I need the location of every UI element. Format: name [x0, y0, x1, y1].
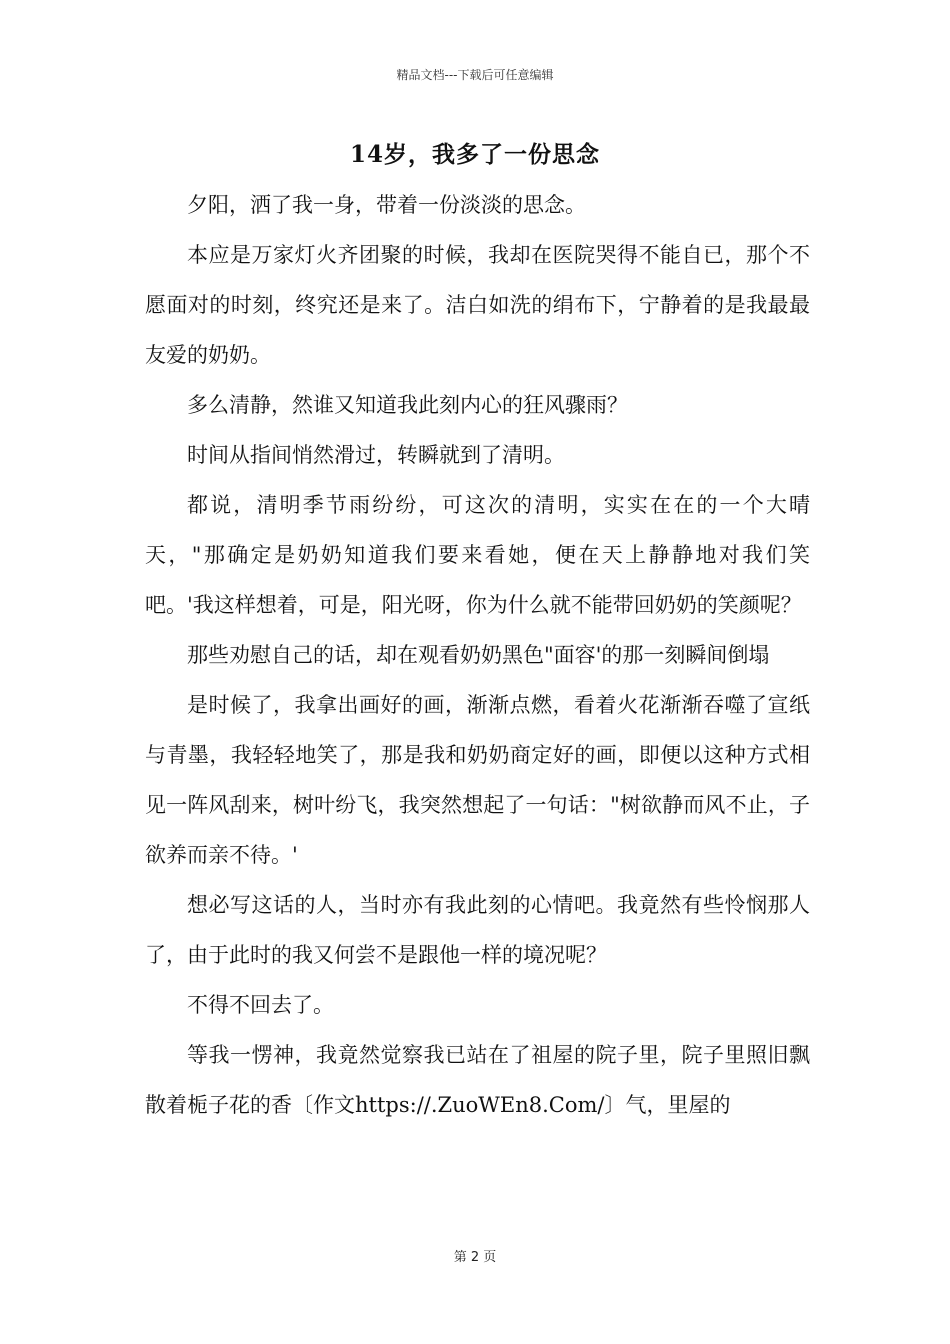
paragraph: 时间从指间悄然滑过，转瞬就到了清明。: [187, 443, 565, 467]
paragraph: 本应是万家灯火齐团聚的时候，我却在医院哭得不能自已，那个不愿面对的时刻，终究还是来了。洁白如洗的绢布下，宁静着的是我最最友爱的奶奶。: [145, 243, 810, 367]
paragraph: 都说，清明季节雨纷纷，可这次的清明，实实在在的一个大晴天，"那确定是奶奶知道我们要来看她，便在天上静静地对我们笑吧。'我这样想着，可是，阳光呀，你为什么就不能带回奶奶的笑颜呢？: [145, 493, 810, 617]
paragraph: 想必写这话的人，当时亦有我此刻的心情吧。我竟然有些怜悯那人了，由于此时的我又何尝不是跟他一样的境况呢？: [145, 893, 810, 967]
page-number: 第 2 页: [453, 1250, 497, 1265]
paragraph: 是时候了，我拿出画好的画，渐渐点燃，看着火花渐渐吞噬了宣纸与青墨，我轻轻地笑了，那是我和奶奶商定好的画，即便以这种方式相见一阵风刮来，树叶纷飞，我突然想起了一句话："树欲静而风不止，子欲养而亲不待。': [145, 693, 810, 867]
page-header: 精品文档---下载后可任意编辑: [396, 68, 554, 82]
paragraph: 那些劝慰自己的话，却在观看奶奶黑色"面容'的那一刻瞬间倒塌: [187, 643, 770, 667]
paragraph: 夕阳，洒了我一身，带着一份淡淡的思念。: [187, 193, 586, 217]
paragraph: 不得不回去了。: [187, 993, 334, 1017]
document-title: 14岁，我多了一份思念: [349, 141, 600, 168]
paragraph: 等我一愣神，我竟然觉察我已站在了祖屋的院子里，院子里照旧飘散着栀子花的香〔作文https://.ZuoWEn8.Com/〕气，里屋的: [145, 1043, 810, 1117]
paragraph: 多么清静，然谁又知道我此刻内心的狂风骤雨？: [187, 393, 628, 417]
document-body: [145, 180, 810, 1130]
